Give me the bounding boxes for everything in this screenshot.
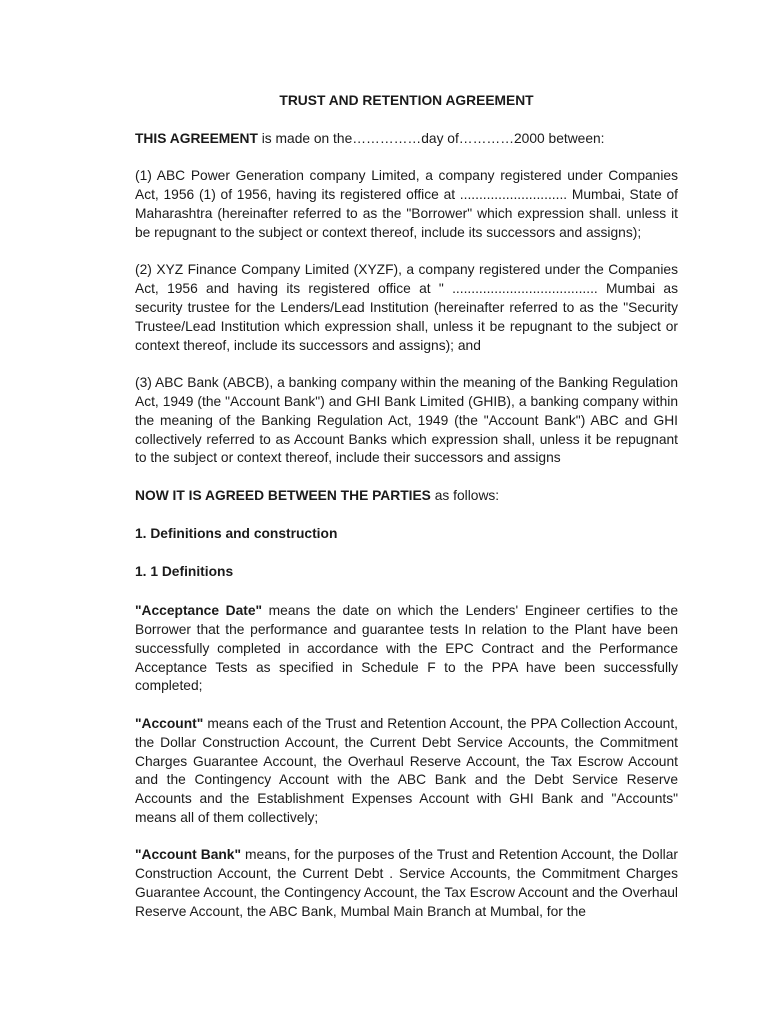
definition-account [135, 715, 678, 828]
intro-lead: THIS AGREEMENT [135, 130, 258, 146]
document-title: TRUST AND RETENTION AGREEMENT [279, 93, 534, 108]
party-3-paragraph: (3) ABC Bank (ABCB), a banking company within the meaning of the Banking Regulation Act, 1949 (the "Account Bank") and GHI Bank Limited (GHIB), a banking company within the meaning of the Banking Regulation Act, 1949 (the "Account Bank") ABC and GHI collectively referred to as Account Banks which expression shall, unless it be repugnant to the subject or context thereof, include their successors and assigns [135, 375, 678, 466]
definition-text: means the date on which the Lenders' Engineer certifies to the Borrower that the performance and guarantee tests In relation to the Plant have been successfully completed in accordance with the EPC Contract and the Performance Acceptance Tests as specified in Schedule F to the PPA have been successfully completed; [135, 603, 678, 694]
definition-account-bank [135, 846, 678, 921]
section-heading: 1. Definitions and construction [135, 525, 338, 541]
party-2-paragraph: (2) XYZ Finance Company Limited (XYZF), a company registered under the Companies Act, 1956 and having its registered office at " ...................................... Mumbai as security trustee for the Lenders/Lead Institution (hereinafter referred to as the "Security Trustee/Lead Institution which expression shall, unless it be repugnant to the subject or context thereof, include its successors and assigns); and [135, 262, 678, 353]
definition-term: "Account" [135, 715, 204, 731]
agreed-paragraph [135, 487, 678, 506]
definition-term: "Account Bank" [135, 847, 242, 863]
party-1-paragraph: (1) ABC Power Generation company Limited, a company registered under Companies Act, 1956 (1) of 1956, having its registered office at ............................ Mumbai, State of Maharashtra (hereinafter referred to as the "Borrower" which expression shall. unless it be repugnant to the subject or context thereof, include its successors and assigns); [135, 168, 678, 240]
subsection-heading: 1. 1 Definitions [135, 564, 234, 580]
definition-term: "Acceptance Date" [135, 603, 263, 619]
definition-acceptance-date [135, 602, 678, 696]
agreed-lead: NOW IT IS AGREED BETWEEN THE PARTIES [135, 487, 431, 503]
definition-text: means, for the purposes of the Trust and Retention Account, the Dollar Construction Account, the Current Debt . Service Accounts, the Commitment Charges Guarantee Account, the Contingency Account, the Tax Escrow Account and the Overhaul Reserve Account, the ABC Bank, Mumbal Main Branch at Mumbal, for the [135, 847, 679, 919]
definition-text: means each of the Trust and Retention Account, the PPA Collection Account, the Dollar Construction Account, the Current Debt Service Accounts, the Commitment Charges Guarantee Account, the Overhaul Reserve Account, the Tax Escrow Account and the Contingency Account with the ABC Bank and the Debt Service Reserve Accounts and the Establishment Expenses Account with GHI Bank and "Accounts" means all of them collectively; [135, 715, 678, 825]
document-body [135, 92, 678, 940]
intro-paragraph [135, 130, 678, 149]
agreed-text: as follows: [430, 487, 500, 503]
intro-text: is made on the……………day of…………2000 between: [257, 130, 605, 146]
